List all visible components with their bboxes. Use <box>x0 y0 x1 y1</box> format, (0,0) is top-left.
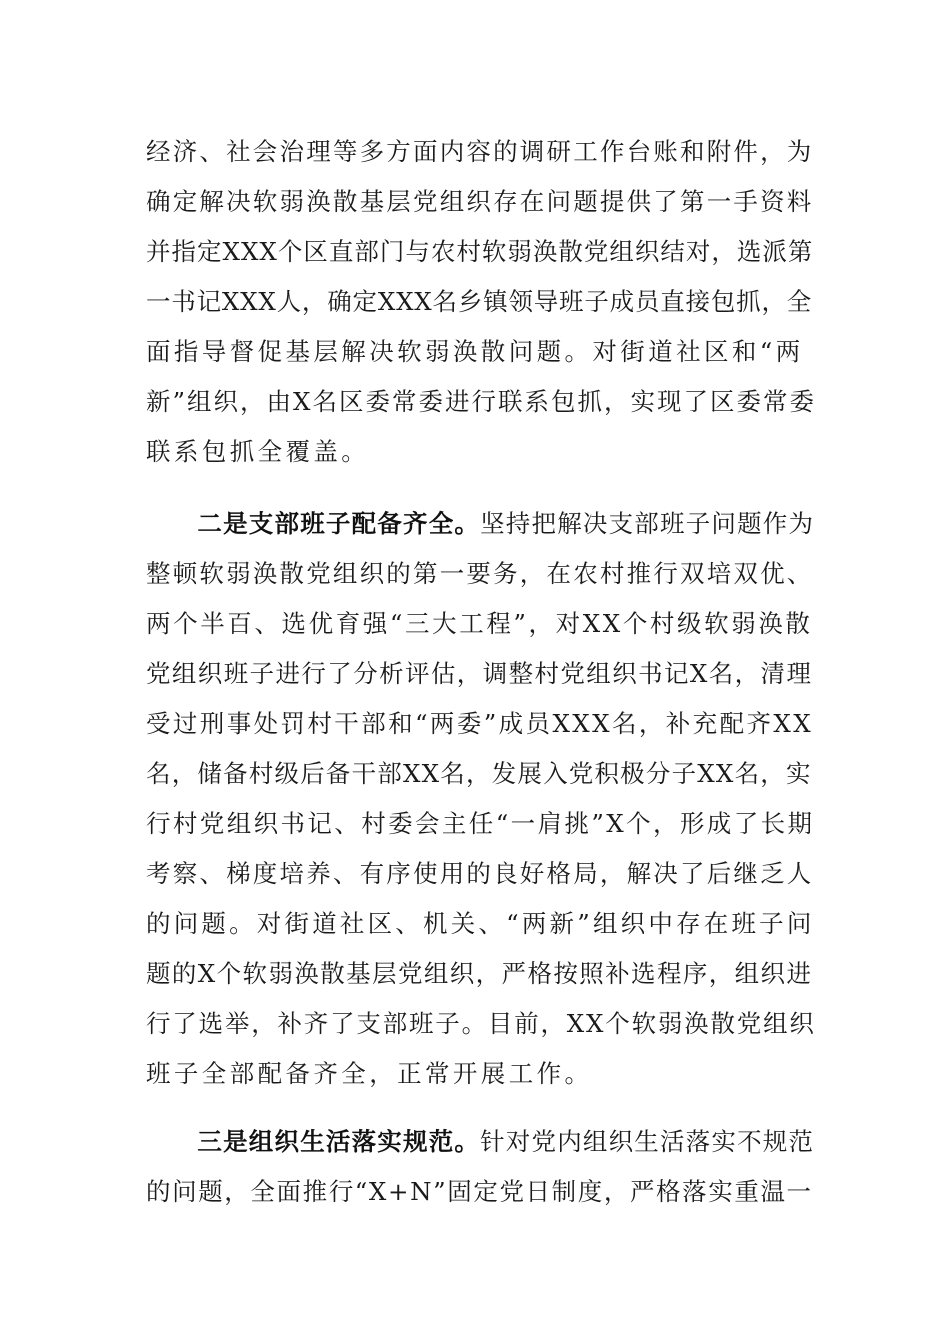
text-line: 面指导督促基层解决软弱涣散问题。对街道社区和“两 <box>146 337 804 366</box>
text-line: 的问题，全面推行“X+N”固定党日制度，严格落实重温一 <box>146 1177 813 1206</box>
text-line: 行村党组织书记、村委会主任“一肩挑”X个，形成了长期 <box>146 809 815 838</box>
text-line: 联系包抓全覆盖。 <box>146 437 370 466</box>
paragraph-2 <box>146 499 816 1099</box>
text-line: 一书记XXX人，确定XXX名乡镇领导班子成员直接包抓，全 <box>146 287 813 316</box>
text-line: 经济、社会治理等多方面内容的调研工作台账和附件，为 <box>146 137 814 166</box>
text-line-first <box>146 1117 816 1167</box>
paragraph-1 <box>146 127 816 477</box>
text-line: 党组织班子进行了分析评估，调整村党组织书记X名，清理 <box>146 659 813 688</box>
text-line: 名，储备村级后备干部XX名，发展入党积极分子XX名，实 <box>146 759 812 788</box>
text-line: 两个半百、选优育强“三大工程”，对XX个村级软弱涣散 <box>146 609 813 638</box>
paragraph-3 <box>146 1117 816 1217</box>
text-line: 行了选举，补齐了支部班子。目前，XX个软弱涣散党组织 <box>146 1009 816 1038</box>
text-line: 考察、梯度培养、有序使用的良好格局，解决了后继乏人 <box>146 859 814 888</box>
text-line: 的问题。对街道社区、机关、“两新”组织中存在班子问 <box>146 909 815 938</box>
paragraph-lead-heading: 三是组织生活落实规范。 <box>197 1127 481 1156</box>
text-line-rest: 针对党内组织生活落实不规范 <box>480 1127 815 1156</box>
text-line-first <box>146 499 816 549</box>
text-line: 确定解决软弱涣散基层党组织存在问题提供了第一手资料 <box>146 187 814 216</box>
text-line: 班子全部配备齐全，正常开展工作。 <box>146 1059 593 1088</box>
text-line: 新”组织，由X名区委常委进行联系包抓，实现了区委常委 <box>146 387 816 416</box>
text-line: 整顿软弱涣散党组织的第一要务，在农村推行双培双优、 <box>146 559 814 588</box>
paragraph-lead-heading: 二是支部班子配备齐全。 <box>197 509 481 538</box>
text-line: 题的X个软弱涣散基层党组织，严格按照补选程序，组织进 <box>146 959 813 988</box>
text-line: 并指定XXX个区直部门与农村软弱涣散党组织结对，选派第 <box>146 237 814 266</box>
text-line-rest: 坚持把解决支部班子问题作为 <box>480 509 815 538</box>
text-line: 受过刑事处罚村干部和“两委”成员XXX名，补充配齐XX <box>146 709 814 738</box>
